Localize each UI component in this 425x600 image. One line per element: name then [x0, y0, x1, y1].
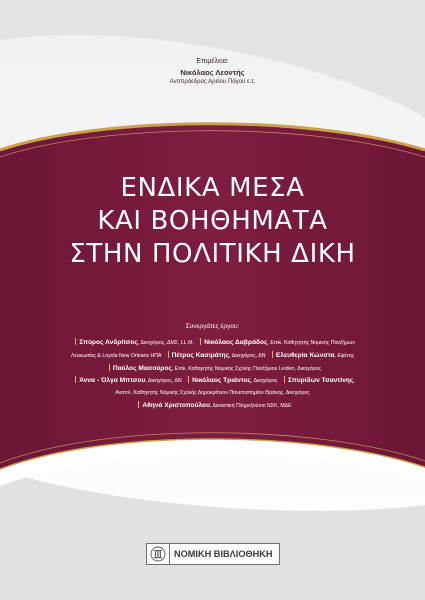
contributors-line [24, 400, 401, 413]
contributor-name: Πέτρος Κασιμάτης [171, 351, 230, 359]
divider-bar [168, 351, 169, 358]
contributor-name: Σπύρος Ανδρίτσος [79, 339, 138, 346]
title-line-2: ΚΑΙ ΒΟΗΘΗΜΑΤΑ [97, 206, 328, 236]
editor-block [0, 57, 425, 87]
contributor-name: Αθηνά Χριστοπούλου [142, 401, 210, 409]
book-title [0, 172, 425, 271]
contributors-line [24, 337, 401, 350]
contributor-role: , Δικαστική Πληρεξούσιο ΝΣΚ, ΜΔΕ [209, 402, 292, 409]
contributor-role: , Επίκ. Καθηγητής Νομικής Σχολής Πανζήμιου Leiden, Δικηγόρος [171, 365, 322, 372]
contributor-name: Νικόλαος Δαβράδος [204, 339, 268, 346]
publisher-name: ΝΟΜΙΚΗ ΒΙΒΛΙΟΘΗΚΗ [174, 549, 273, 559]
publisher-divider [169, 544, 170, 564]
contributor-role: , [353, 378, 355, 385]
contributor-role: Λευκωσίας & Loyola New Orleans ΗΠΑ [70, 352, 162, 359]
divider-bar [200, 338, 201, 345]
contributor-name: Ελευθερία Κώνστα [275, 351, 335, 359]
contributors-line [24, 375, 401, 388]
contributor-role: , Δικηγόρος, ΔΝ [145, 378, 182, 385]
title-line-3: ΣΤΗΝ ΠΟΛΙΤΙΚΗ ΔΙΚΗ [69, 239, 356, 269]
editor-role: Αντιπρόεδρος Αρείου Πάγου ε.τ. [169, 79, 256, 85]
contributors-block [24, 321, 401, 413]
editor-label: Επιμέλεια: [196, 58, 229, 65]
divider-bar [272, 351, 273, 358]
contributors-line [24, 363, 401, 376]
contributor-role: Αναπλ. Καθηγητής Νομικής Σχολής Δημοκρίτειου Πανεπιστημίου Θράκης, Δικηγόρος [115, 390, 310, 397]
contributor-role: , Εφέτης [334, 352, 355, 359]
contributor-role: , Επίκ. Καθηγητής Νομικής Πανζήμων [267, 340, 355, 346]
divider-bar [138, 401, 139, 408]
divider-bar [75, 338, 76, 345]
contributor-role: , Δικηγόρος, ΔΜΣ, LL.M. [137, 340, 194, 346]
column-emblem-icon [150, 546, 166, 562]
contributor-name: Σπυρίδων Τσαντίνης [287, 377, 354, 385]
divider-bar [75, 376, 76, 383]
contributor-role: , Δικηγόρος [250, 378, 278, 385]
divider-bar [284, 376, 285, 383]
publisher-logo-box [146, 543, 280, 565]
title-line-1: ΕΝΔΙΚΑ ΜΕΣΑ [120, 173, 305, 203]
contributor-name: Άννα - Όλγα Μπτσου [79, 377, 146, 385]
contributor-name: Παύλος Μασούρος [112, 364, 172, 372]
divider-bar [109, 364, 110, 371]
contributors-line [24, 388, 401, 400]
contributors-heading: Συνεργάτες έργου: [185, 323, 240, 330]
divider-bar [188, 376, 189, 383]
contributor-role: , Δικηγόρος, ΔΝ [229, 352, 266, 359]
contributors-line [24, 350, 401, 363]
contributor-name: Νικόλαος Τριάντος [192, 377, 251, 385]
editor-name: Νικόλαος Λεοντής [180, 68, 245, 77]
